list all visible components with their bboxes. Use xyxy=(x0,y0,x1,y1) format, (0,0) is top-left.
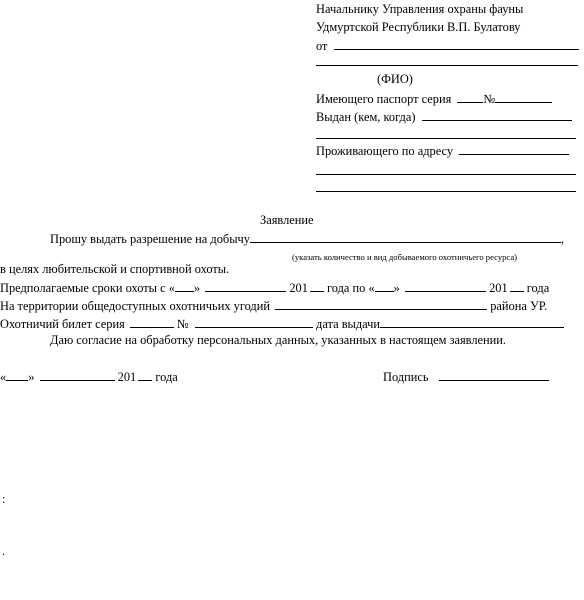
period-end-day-blank[interactable] xyxy=(375,280,394,292)
from-blank[interactable] xyxy=(334,38,579,50)
address-label: Проживающего по адресу xyxy=(316,144,454,158)
territory-suffix: района УР. xyxy=(490,299,548,313)
territory-line xyxy=(0,298,547,313)
resource-blank[interactable] xyxy=(250,231,561,243)
request-line xyxy=(50,231,564,246)
addressee-line-2: Удмуртской Республики В.П. Булатову xyxy=(316,20,521,34)
resource-hint: (указать количество и вид добываемого охотничьего ресурса) xyxy=(292,252,518,262)
signature-line xyxy=(383,369,549,384)
period-start-year-prefix: 201 xyxy=(289,281,308,295)
period-end-suffix: года xyxy=(526,281,550,295)
period-end-year-prefix: 201 xyxy=(489,281,508,295)
period-end-label: года по « xyxy=(327,281,375,295)
territory-label: На территории общедоступных охотничьих угодий xyxy=(0,299,270,313)
signature-blank[interactable] xyxy=(439,369,549,381)
ticket-date-blank[interactable] xyxy=(380,316,564,328)
footer-date-line xyxy=(0,369,178,384)
address-line xyxy=(316,143,569,158)
footer-year-prefix: 201 xyxy=(117,370,137,384)
footer-day-blank[interactable] xyxy=(6,369,28,381)
period-end-year-blank[interactable] xyxy=(510,280,524,292)
passport-number-sign: № xyxy=(483,92,496,106)
footer-year-suffix: года xyxy=(155,370,178,384)
document-title: Заявление xyxy=(260,213,314,227)
passport-series-blank[interactable] xyxy=(457,91,483,103)
ticket-date-label: дата выдачи xyxy=(316,317,381,331)
period-end-quote: » xyxy=(393,281,400,295)
period-line xyxy=(0,280,549,295)
footer-month-blank[interactable] xyxy=(40,369,115,381)
from-blank-2[interactable] xyxy=(316,65,578,66)
footer-date-open-quote: « xyxy=(0,370,7,384)
passport-number-blank[interactable] xyxy=(495,91,552,103)
address-blank-3[interactable] xyxy=(316,191,576,192)
period-start-day-blank[interactable] xyxy=(175,280,194,292)
issued-label: Выдан (кем, когда) xyxy=(316,110,416,124)
period-start-month-blank[interactable] xyxy=(205,280,286,292)
period-start-year-blank[interactable] xyxy=(310,280,324,292)
stray-colon: : xyxy=(2,492,6,506)
signature-label: Подпись xyxy=(383,370,429,384)
period-start-label: Предполагаемые сроки охоты с « xyxy=(0,281,175,295)
ticket-line xyxy=(0,316,564,331)
passport-line xyxy=(316,91,552,106)
request-comma: , xyxy=(560,232,565,246)
address-blank[interactable] xyxy=(459,143,569,155)
stray-dot: . xyxy=(2,544,6,558)
issued-blank[interactable] xyxy=(422,109,572,121)
from-label: от xyxy=(316,39,328,53)
period-start-quote: » xyxy=(193,281,201,295)
consent-line: Даю согласие на обработку персональных данных, указанных в настоящем заявлении. xyxy=(50,333,507,347)
fio-label: (ФИО) xyxy=(377,72,413,86)
purpose-line: в целях любительской и спортивной охоты. xyxy=(0,262,230,276)
request-text: Прошу выдать разрешение на добычу xyxy=(50,232,250,246)
address-blank-2[interactable] xyxy=(316,174,576,175)
period-end-month-blank[interactable] xyxy=(405,280,486,292)
territory-blank[interactable] xyxy=(275,298,487,310)
ticket-series-blank[interactable] xyxy=(130,316,174,328)
ticket-label: Охотничий билет серия xyxy=(0,317,125,331)
passport-label: Имеющего паспорт серия xyxy=(316,92,452,106)
footer-year-blank[interactable] xyxy=(138,369,152,381)
issued-blank-2[interactable] xyxy=(316,138,576,139)
issued-line xyxy=(316,109,572,124)
from-line xyxy=(316,38,579,53)
footer-date-close-quote: » xyxy=(28,370,35,384)
addressee-line-1: Начальнику Управления охраны фауны xyxy=(316,2,524,16)
ticket-number-sign: № xyxy=(177,317,189,331)
ticket-number-blank[interactable] xyxy=(195,316,313,328)
